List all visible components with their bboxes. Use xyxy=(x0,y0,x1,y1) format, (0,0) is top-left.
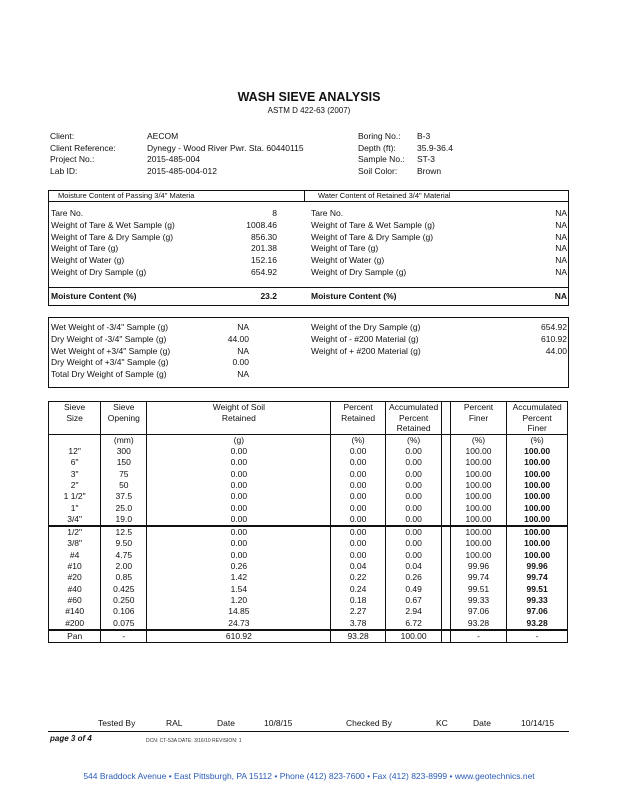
table-cell: 1.20 xyxy=(147,595,331,606)
table-cell: 3.78 xyxy=(331,618,385,630)
row-value: 654.92 xyxy=(541,322,567,332)
weight-row xyxy=(51,357,277,369)
tested-by-label: Tested By xyxy=(98,718,136,728)
table-cell: 0.00 xyxy=(331,503,385,514)
table-cell: 100.00 xyxy=(450,480,506,491)
table-cell: 100.00 xyxy=(507,446,568,457)
row-value: 44.00 xyxy=(227,333,249,344)
table-cell: 99.74 xyxy=(450,572,506,583)
spacer-cell xyxy=(442,446,450,457)
table-cell: 0.00 xyxy=(385,469,442,480)
project-no-value: 2015-485-004 xyxy=(147,154,200,164)
table-cell: 0.00 xyxy=(147,514,331,526)
table-cell: 24.73 xyxy=(147,618,331,630)
spacer-cell xyxy=(442,595,450,606)
table-cell: 0.00 xyxy=(331,550,385,561)
table-row xyxy=(49,526,568,538)
lab-id-label: Lab ID: xyxy=(50,165,78,176)
date2-label: Date xyxy=(473,718,491,728)
row-value: NA xyxy=(237,369,249,380)
row-label: Weight of the Dry Sample (g) xyxy=(311,322,421,332)
table-cell: #140 xyxy=(65,606,85,617)
page-number: page 3 of 4 xyxy=(50,734,92,743)
table-cell: 300 xyxy=(101,446,147,457)
table-cell: 0.04 xyxy=(385,561,442,572)
table-cell: 0.00 xyxy=(331,446,385,457)
row-value: 856.30 xyxy=(251,231,277,242)
table-cell: 0.00 xyxy=(331,469,385,480)
soil-color-label: Soil Color: xyxy=(358,165,398,176)
table-cell: 100.00 xyxy=(450,503,506,514)
table-cell: 99.33 xyxy=(450,595,506,606)
table-cell: 99.51 xyxy=(450,584,506,595)
table-cell: - xyxy=(507,630,568,643)
row-label: Weight of Water (g) xyxy=(311,255,385,266)
col-weight xyxy=(147,402,331,435)
weight-row xyxy=(311,322,567,334)
table-cell: 2" xyxy=(70,479,79,490)
passing-rows xyxy=(51,208,277,279)
sample-value: ST-3 xyxy=(417,154,435,164)
table-cell: 0.85 xyxy=(101,572,147,583)
table-cell: 0.67 xyxy=(385,595,442,606)
table-cell: 6" xyxy=(70,457,79,468)
table-row xyxy=(49,446,568,457)
header-text: Percent xyxy=(343,402,373,412)
retained-row xyxy=(311,255,567,267)
sample-label: Sample No.: xyxy=(358,154,405,164)
retained-rows xyxy=(311,208,567,279)
table-cell: 100.00 xyxy=(450,491,506,502)
passing-moisture-label: Moisture Content (%) xyxy=(51,291,137,301)
table-cell: 100.00 xyxy=(450,457,506,468)
table-cell: #60 xyxy=(67,594,82,605)
checked-by-value: KC xyxy=(436,718,448,728)
weight-row xyxy=(51,334,277,346)
table-cell: #10 xyxy=(67,561,82,572)
table-cell: 0.00 xyxy=(385,538,442,549)
retained-row xyxy=(311,208,567,220)
row-value: 201.38 xyxy=(251,243,277,254)
header-text: Sieve xyxy=(113,402,135,412)
footer-rule xyxy=(48,731,569,732)
table-cell: 0.18 xyxy=(331,595,385,606)
table-cell: 0.00 xyxy=(331,491,385,502)
retained-row xyxy=(311,267,567,279)
table-cell: 99.33 xyxy=(507,595,568,606)
table-cell xyxy=(49,434,101,446)
soil-color-value: Brown xyxy=(417,165,442,176)
weight-row xyxy=(311,346,567,358)
boring-value: B-3 xyxy=(417,131,431,141)
row-label: Tare No. xyxy=(311,208,344,218)
table-cell: 2.00 xyxy=(101,561,147,572)
table-cell: 99.74 xyxy=(507,572,568,583)
row-value: 654.92 xyxy=(251,266,277,277)
row-value: NA xyxy=(555,208,567,218)
table-cell: 75 xyxy=(101,469,147,480)
spacer-cell xyxy=(442,480,450,491)
header-text: Accumulated xyxy=(512,402,562,412)
table-row xyxy=(49,503,568,514)
table-cell: 0.00 xyxy=(147,480,331,491)
table-cell: 25.0 xyxy=(101,503,147,514)
table-cell: 100.00 xyxy=(507,514,568,526)
passing-row xyxy=(51,208,277,220)
table-row xyxy=(49,491,568,502)
sieve-rows-fine xyxy=(49,526,568,630)
row-value: NA xyxy=(555,231,567,242)
row-label: Wet Weight of -3/4" Sample (g) xyxy=(51,322,169,332)
row-label: Tare No. xyxy=(51,208,84,218)
table-cell: 0.00 xyxy=(331,514,385,526)
table-row xyxy=(49,606,568,617)
table-cell: 100.00 xyxy=(450,514,506,526)
units-row xyxy=(49,434,568,446)
table-cell: 0.00 xyxy=(147,503,331,514)
row-label: Weight of Tare & Dry Sample (g) xyxy=(51,231,174,242)
table-cell: 1.54 xyxy=(147,584,331,595)
header-text: Finer xyxy=(527,423,547,434)
table-cell: 1 1/2" xyxy=(63,491,86,502)
header-text: Retained xyxy=(341,412,376,423)
table-cell: 99.96 xyxy=(507,561,568,572)
table-cell: 0.106 xyxy=(101,606,147,617)
header-text: Weight of Soil xyxy=(212,402,265,412)
table-cell: 0.00 xyxy=(385,550,442,561)
table-row xyxy=(49,550,568,561)
units-section xyxy=(49,434,568,446)
table-cell: 93.28 xyxy=(450,618,506,630)
table-cell: 0.24 xyxy=(331,584,385,595)
retained-moisture-value: NA xyxy=(554,291,567,301)
table-cell: 100.00 xyxy=(507,526,568,538)
table-cell: 100.00 xyxy=(385,630,442,643)
passing-row xyxy=(51,220,277,232)
retained-row xyxy=(311,243,567,255)
row-label: Wet Weight of +3/4" Sample (g) xyxy=(51,345,171,356)
passing-row xyxy=(51,255,277,267)
lab-id-value: 2015-485-004-012 xyxy=(147,165,217,176)
table-cell: (mm) xyxy=(101,434,147,446)
project-no-label: Project No.: xyxy=(50,154,95,164)
table-cell: 0.00 xyxy=(385,480,442,491)
table-cell: 14.85 xyxy=(147,606,331,617)
spacer-cell xyxy=(442,526,450,538)
table-cell: 0.22 xyxy=(331,572,385,583)
table-row xyxy=(49,595,568,606)
date2-value: 10/14/15 xyxy=(521,718,555,728)
table-cell: 0.00 xyxy=(331,526,385,538)
spacer-cell xyxy=(442,514,450,526)
table-cell: 19.0 xyxy=(101,514,147,526)
spacer-cell xyxy=(442,584,450,595)
table-cell: (%) xyxy=(450,434,506,446)
spacer-cell xyxy=(442,491,450,502)
row-label: Weight of Tare (g) xyxy=(51,243,119,254)
weights-right xyxy=(311,322,567,357)
table-row xyxy=(49,561,568,572)
table-cell: 97.06 xyxy=(450,606,506,617)
header-text: Opening xyxy=(107,412,140,423)
table-cell: (%) xyxy=(385,434,442,446)
row-label: Weight of Water (g) xyxy=(51,255,125,266)
project-info-left xyxy=(50,131,304,177)
table-cell: 100.00 xyxy=(507,457,568,468)
table-row xyxy=(49,514,568,526)
table-cell: 0.00 xyxy=(147,550,331,561)
table-cell: 0.00 xyxy=(147,491,331,502)
spacer-cell xyxy=(442,469,450,480)
table-cell: 93.28 xyxy=(507,618,568,630)
table-cell: 0.075 xyxy=(101,618,147,630)
spacer-cell xyxy=(442,561,450,572)
spacer-cell xyxy=(442,606,450,617)
header-text: Finer xyxy=(468,412,489,423)
depth-value: 35.9-36.4 xyxy=(417,142,453,153)
test-standard: ASTM D 422-63 (2007) xyxy=(267,106,351,115)
row-label: Weight of Dry Sample (g) xyxy=(51,266,147,277)
client-value: AECOM xyxy=(147,131,179,141)
table-row xyxy=(49,584,568,595)
moisture-result-rule xyxy=(48,287,569,288)
row-value: NA xyxy=(237,345,249,356)
passing-row xyxy=(51,232,277,244)
date1-label: Date xyxy=(217,718,235,728)
boring-label: Boring No.: xyxy=(358,131,401,141)
table-row xyxy=(49,457,568,468)
table-cell: 1" xyxy=(70,502,79,513)
header-text: Retained xyxy=(396,423,431,434)
checked-by-label: Checked By xyxy=(346,718,392,728)
weight-row xyxy=(51,346,277,358)
row-value: 0.00 xyxy=(232,357,249,368)
table-cell: 150 xyxy=(101,457,147,468)
table-cell: 1.42 xyxy=(147,572,331,583)
spacer-cell xyxy=(442,538,450,549)
table-cell: 0.00 xyxy=(385,491,442,502)
client-ref-value: Dynegy - Wood River Pwr. Sta. 60440115 xyxy=(147,142,304,153)
table-cell: 100.00 xyxy=(507,480,568,491)
table-cell: 12.5 xyxy=(101,526,147,538)
weights-left xyxy=(51,322,277,381)
table-cell: 0.00 xyxy=(385,514,442,526)
table-cell: 4.75 xyxy=(101,550,147,561)
row-label: Weight of Dry Sample (g) xyxy=(311,266,407,277)
tested-by-value: RAL xyxy=(166,718,183,728)
passing-row xyxy=(51,267,277,279)
row-label: Dry Weight of +3/4" Sample (g) xyxy=(51,357,169,368)
table-cell: #200 xyxy=(65,617,85,628)
table-cell: 0.00 xyxy=(385,526,442,538)
page-title: WASH SIEVE ANALYSIS xyxy=(237,90,381,104)
table-row xyxy=(49,618,568,630)
row-value: 8 xyxy=(272,208,277,218)
table-cell: 2.94 xyxy=(385,606,442,617)
header-text: Percent xyxy=(398,412,429,423)
table-cell: 0.00 xyxy=(385,503,442,514)
table-cell: 99.51 xyxy=(507,584,568,595)
table-cell: - xyxy=(450,630,506,643)
table-cell: 0.425 xyxy=(101,584,147,595)
table-cell: 100.00 xyxy=(507,503,568,514)
weight-row xyxy=(51,322,277,334)
col-acc-retained xyxy=(385,402,442,435)
spacer-cell xyxy=(442,503,450,514)
table-cell: 2.27 xyxy=(331,606,385,617)
retained-heading: Water Content of Retained 3/4" Material xyxy=(318,191,451,200)
table-cell: 0.26 xyxy=(147,561,331,572)
retained-row xyxy=(311,220,567,232)
row-label: Weight of Tare & Wet Sample (g) xyxy=(311,219,435,230)
table-row xyxy=(49,469,568,480)
col-pct-retained xyxy=(331,402,385,435)
col-spacer xyxy=(442,402,450,435)
table-cell: 0.00 xyxy=(147,446,331,457)
sieve-table xyxy=(48,401,568,643)
col-size xyxy=(49,402,101,435)
table-cell: 100.00 xyxy=(450,469,506,480)
row-label: Weight of Tare & Dry Sample (g) xyxy=(311,231,434,242)
row-label: Weight of Tare & Wet Sample (g) xyxy=(51,219,175,230)
table-cell: 3" xyxy=(70,468,79,479)
table-cell: 0.00 xyxy=(147,457,331,468)
table-row xyxy=(49,572,568,583)
row-value: 1008.46 xyxy=(246,219,277,230)
table-cell: - xyxy=(101,630,147,643)
table-row xyxy=(49,480,568,491)
col-acc-finer xyxy=(507,402,568,435)
row-label: Dry Weight of -3/4" Sample (g) xyxy=(51,333,167,344)
table-cell: (%) xyxy=(331,434,385,446)
spacer-cell xyxy=(442,572,450,583)
passing-row xyxy=(51,243,277,255)
spacer-cell xyxy=(442,630,450,643)
table-cell: 0.00 xyxy=(385,446,442,457)
table-cell: 0.00 xyxy=(147,526,331,538)
table-cell: 100.00 xyxy=(450,526,506,538)
table-cell: 0.00 xyxy=(331,457,385,468)
spacer-cell xyxy=(442,550,450,561)
row-value: 44.00 xyxy=(545,345,567,356)
retained-row xyxy=(311,232,567,244)
header-text: Retained xyxy=(221,412,256,423)
header-text: Size xyxy=(66,412,83,423)
table-cell: 100.00 xyxy=(507,550,568,561)
row-label: Weight of - #200 Material (g) xyxy=(311,333,419,344)
project-info-right xyxy=(358,131,453,177)
col-opening xyxy=(101,402,147,435)
client-label: Client: xyxy=(50,131,75,141)
table-cell: 50 xyxy=(101,480,147,491)
spacer-cell xyxy=(442,457,450,468)
header-text: Percent xyxy=(522,412,552,423)
table-cell: 100.00 xyxy=(450,538,506,549)
row-value: NA xyxy=(555,243,567,254)
table-cell: 0.26 xyxy=(385,572,442,583)
table-cell: 0.00 xyxy=(331,480,385,491)
row-value: 152.16 xyxy=(251,255,277,266)
client-ref-label: Client Reference: xyxy=(50,142,116,153)
table-cell: (%) xyxy=(507,434,568,446)
table-cell: 0.00 xyxy=(147,538,331,549)
header-text: Percent xyxy=(463,402,494,412)
header-text: Accumulated xyxy=(389,402,439,412)
row-value: NA xyxy=(555,255,567,266)
table-cell: 100.00 xyxy=(507,469,568,480)
header-row xyxy=(49,402,568,435)
document-reference: DCN: CT-S3A DATE: 3/16/10 REVISION: 1 xyxy=(146,738,242,744)
table-cell: 1/2" xyxy=(67,527,83,538)
table-cell: 6.72 xyxy=(385,618,442,630)
spacer-cell xyxy=(442,618,450,630)
table-cell: #40 xyxy=(67,583,82,594)
table-cell: 0.00 xyxy=(331,538,385,549)
table-cell: Pan xyxy=(67,630,83,641)
table-cell: 0.250 xyxy=(101,595,147,606)
table-cell: #4 xyxy=(69,549,80,560)
col-finer xyxy=(450,402,506,435)
row-label: Total Dry Weight of Sample (g) xyxy=(51,369,167,380)
table-cell: 97.06 xyxy=(507,606,568,617)
row-value: NA xyxy=(555,219,567,230)
depth-label: Depth (ft): xyxy=(358,142,396,153)
row-value: NA xyxy=(555,266,567,277)
table-cell: 37.5 xyxy=(101,491,147,502)
table-cell: 100.00 xyxy=(507,538,568,549)
spacer-cell xyxy=(442,434,450,446)
table-cell: 3/8" xyxy=(67,538,83,549)
table-cell: 100.00 xyxy=(450,550,506,561)
row-value: 610.92 xyxy=(541,333,567,344)
table-cell: 9.50 xyxy=(101,538,147,549)
table-cell: 0.00 xyxy=(147,469,331,480)
table-cell: #20 xyxy=(67,572,82,583)
table-cell: 0.00 xyxy=(385,457,442,468)
table-cell: (g) xyxy=(147,434,331,446)
table-row xyxy=(49,538,568,549)
weight-row xyxy=(311,334,567,346)
date1-value: 10/8/15 xyxy=(264,718,293,728)
table-cell: 0.04 xyxy=(331,561,385,572)
row-value: NA xyxy=(237,322,249,332)
row-label: Weight of Tare (g) xyxy=(311,243,379,254)
passing-moisture-value: 23.2 xyxy=(260,291,277,301)
row-label: Weight of + #200 Material (g) xyxy=(311,345,421,356)
table-cell: 93.28 xyxy=(331,630,385,643)
pan-row xyxy=(49,630,568,643)
company-address: 544 Braddock Avenue • East Pittsburgh, PA 15112 • Phone (412) 823-7600 • Fax (412) 823-8999 • www.geotechnics.net xyxy=(83,771,535,781)
table-cell: 12" xyxy=(68,446,81,457)
table-cell: 610.92 xyxy=(147,630,331,643)
table-cell: 99.96 xyxy=(450,561,506,572)
pan-section xyxy=(49,630,568,643)
table-cell: 100.00 xyxy=(507,491,568,502)
table-cell: 0.49 xyxy=(385,584,442,595)
weight-row xyxy=(51,369,277,381)
header-text: Sieve xyxy=(64,402,86,412)
table-cell: 3/4" xyxy=(67,513,83,524)
moisture-divider xyxy=(304,190,305,202)
passing-heading: Moisture Content of Passing 3/4" Materia xyxy=(58,191,195,200)
retained-moisture-label: Moisture Content (%) xyxy=(311,291,397,301)
table-cell: 100.00 xyxy=(450,446,506,457)
sieve-rows-coarse xyxy=(49,446,568,526)
